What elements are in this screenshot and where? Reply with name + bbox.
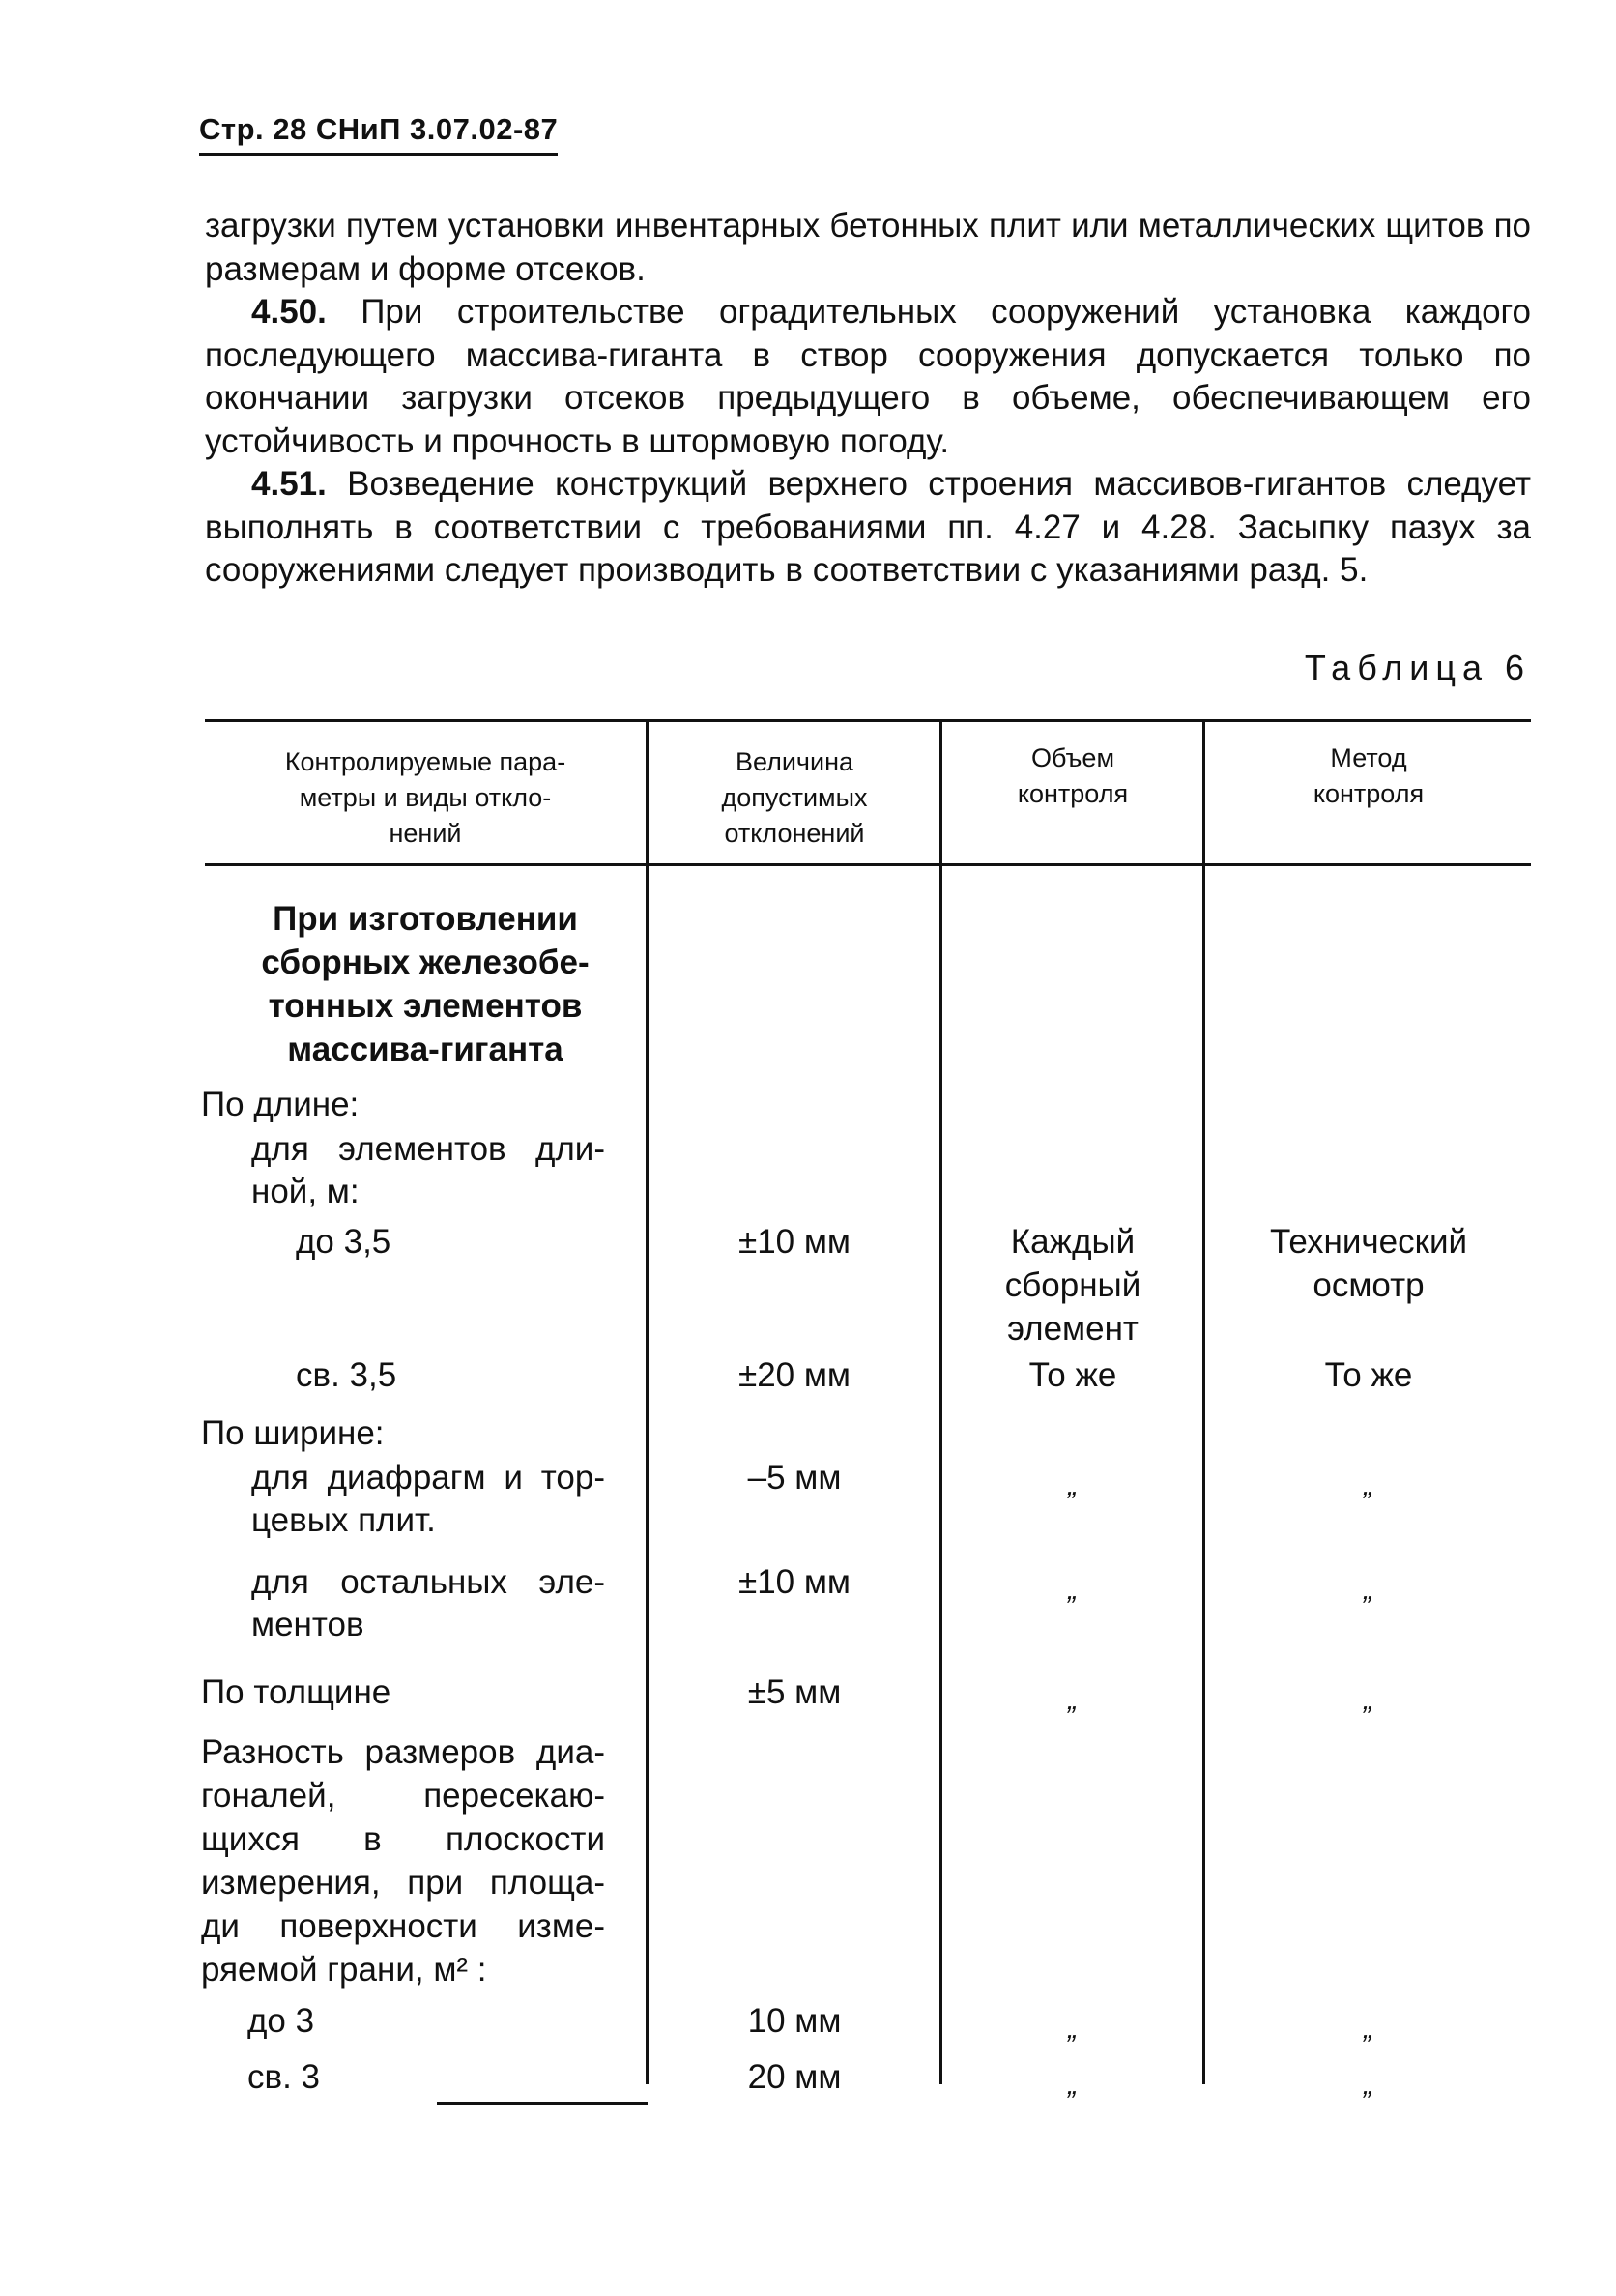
control-method-line: Технический [1269,1223,1468,1261]
header-line: контроля [1017,779,1129,808]
header-control-volume [943,741,1202,812]
header-tolerance [649,744,939,852]
header-line: Метод [1330,743,1407,772]
header-line: Контролируемые пара- [284,747,566,776]
ditto-mark: „ [1068,2069,1078,2101]
ditto-mark: „ [1364,1574,1373,1606]
header-line: Объем [1030,743,1115,772]
param-diagonal-line: ряемой грани, м² : [201,1951,487,1989]
section-title [205,897,646,1071]
tolerance-value: ±10 мм [738,1563,851,1601]
tolerance-value: –5 мм [747,1459,842,1497]
ditto-mark: „ [1364,1684,1373,1716]
clause-text: Возведение конструкций верхнего строения массивов-гигантов следует выполнять в соответствии с требованиями пп. 4.27 и 4.28. Засыпку пазух за сооружениями следует производить в соответствии с указаниями разд. 5. [205,465,1531,589]
clause-text: При строительстве оградительных сооружений установка каждого последующего массива-гиганта в створ сооружения допускается только по окончании загрузки отсеков предыдущего в объеме, обеспечивающем его устойчивость и прочность в штормовую погоду. [205,293,1531,460]
ditto-mark: „ [1364,1469,1373,1501]
param-diagonal-line: щихся в плоскости [201,1820,605,1858]
header-line: Величина [735,747,854,776]
param-width-other: для остальных эле- [251,1563,605,1601]
tolerance-value: ±20 мм [738,1356,851,1394]
table-col1-bottom-rule [437,2102,648,2105]
param-width: По ширине: [201,1414,385,1452]
ditto-mark: „ [1068,1469,1078,1501]
clause-number: 4.51. [251,465,327,503]
param-diagonal-upto: до 3 [247,2002,315,2040]
param-diagonal-line: ди поверхности изме- [201,1907,605,1945]
paragraph-4-51 [205,463,1531,593]
header-line: отклонений [724,819,865,848]
table-top-rule [205,719,1531,722]
param-diagonal-line: гоналей, пересекаю- [201,1777,605,1815]
table-col-divider-3 [1202,719,1205,2084]
param-diagonal-line: измерения, при площа- [201,1864,605,1902]
control-method [1206,1220,1531,1307]
param-width-other: ментов [251,1606,364,1643]
table-caption: Таблица 6 [1304,648,1531,687]
header-line: допустимых [721,783,868,812]
param-length-upto: до 3,5 [296,1223,391,1261]
table-col-divider-1 [646,719,649,2084]
param-length-sub: для элементов дли- [251,1130,605,1168]
ditto-mark: „ [1364,2069,1373,2101]
tolerance-value: 20 мм [747,2058,842,2096]
paragraph-continuation: загрузки путем установки инвентарных бетонных плит или металлических щитов по размерам и форме отсеков. [205,207,1531,288]
tolerance-value: ±5 мм [747,1673,842,1711]
section-title-line: массива-гиганта [287,1031,563,1068]
control-volume-line: элемент [1007,1310,1139,1348]
param-width-diaphragm: цевых плит. [251,1501,436,1539]
param-width-diaphragm: для диафрагм и тор- [251,1459,605,1497]
control-volume-line: сборный [1004,1266,1141,1304]
header-line: нений [389,819,462,848]
param-thickness: По толщине [201,1673,391,1711]
header-line: метры и виды откло- [299,783,552,812]
control-volume-line: Каждый [1010,1223,1136,1261]
ditto-mark: „ [1364,2013,1373,2045]
header-line: контроля [1313,779,1425,808]
ditto-mark: „ [1068,2013,1078,2045]
control-method-line: осмотр [1313,1266,1425,1304]
param-length-sub: ной, м: [251,1173,360,1210]
tolerance-value: 10 мм [747,2002,842,2040]
header-control-method [1206,741,1531,812]
section-title-line: При изготовлении [273,900,578,938]
control-method: То же [1324,1356,1413,1394]
header-parameters [205,744,646,852]
control-volume: То же [1028,1356,1117,1394]
paragraph-4-50 [205,291,1531,463]
ditto-mark: „ [1068,1684,1078,1716]
param-length-over: св. 3,5 [296,1356,397,1394]
param-diagonal-line: Разность размеров диа- [201,1733,605,1771]
tolerance-value: ±10 мм [738,1223,851,1261]
table-header-rule [205,863,1531,866]
param-diagonal [201,1730,605,1991]
param-diagonal-over: св. 3 [247,2058,321,2096]
body-text [205,205,1531,593]
table-col-divider-2 [939,719,942,2084]
param-length: По длине: [201,1086,360,1123]
control-volume [943,1220,1202,1351]
section-title-line: сборных железобе- [261,944,590,981]
section-title-line: тонных элементов [268,987,583,1025]
ditto-mark: „ [1068,1574,1078,1606]
page-header: Стр. 28 СНиП 3.07.02-87 [199,112,558,156]
clause-number: 4.50. [251,293,327,331]
